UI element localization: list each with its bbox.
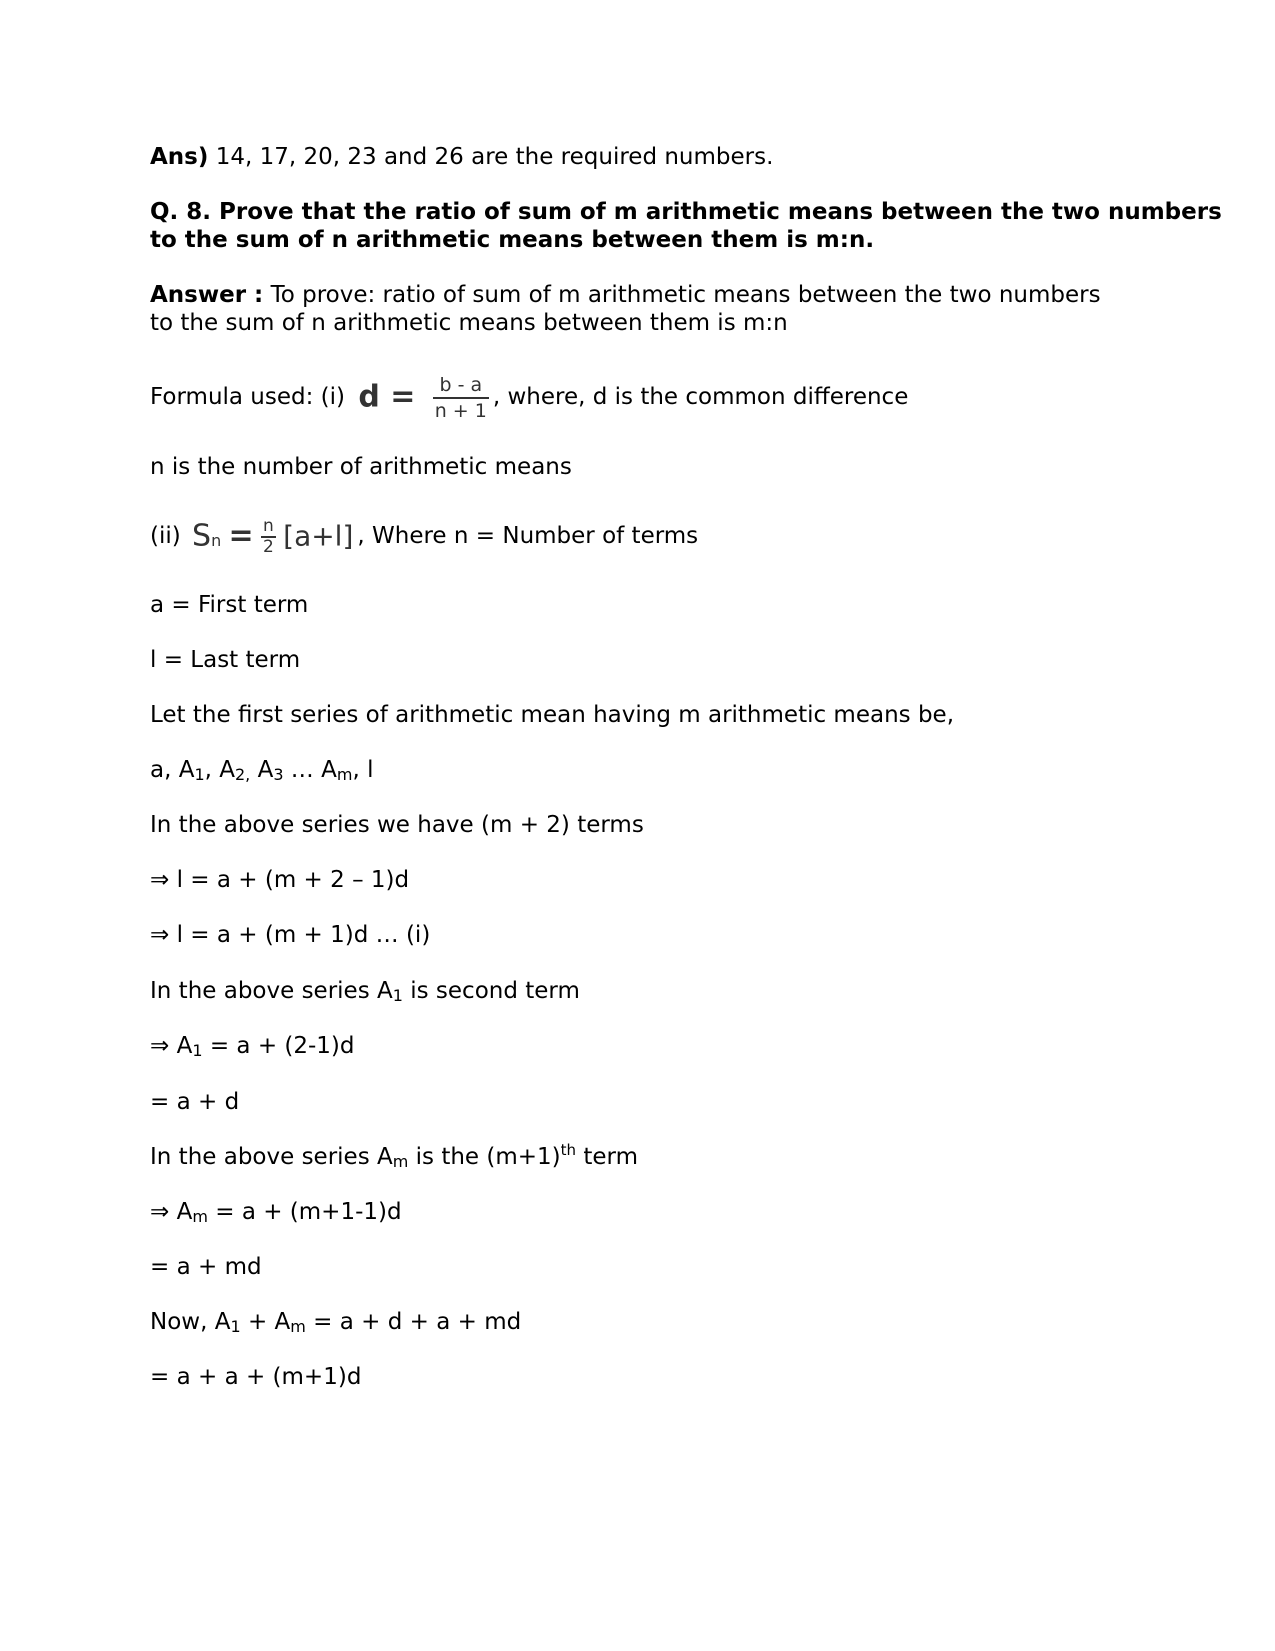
formula-1-lhs: d =: [358, 379, 416, 415]
formula-1: [150, 372, 908, 423]
series-sub: 1: [194, 765, 205, 784]
a1-eq-sub: 1: [192, 1041, 203, 1060]
formula-1-suffix: , where, d is the common difference: [492, 384, 909, 410]
am-eq-sub: m: [192, 1207, 208, 1226]
answer-text: To prove: ratio of sum of m arithmetic means between the two numbers to the sum of n arithmetic means between them is m:n: [150, 282, 1101, 336]
series-sub: m: [336, 765, 353, 784]
sum-line-part: = a + d + a + md: [305, 1309, 522, 1335]
sum-line: [150, 1308, 521, 1336]
formula-2-numerator: n: [263, 515, 274, 536]
am-eq-part: ⇒ A: [150, 1199, 193, 1225]
a1-line-sub: 1: [392, 986, 403, 1005]
formula-2-prefix: (ii): [150, 523, 181, 549]
formula-2-bracket: [a+l]: [283, 519, 354, 553]
am-result: = a + md: [150, 1254, 262, 1280]
am-eq-part: = a + (m+1-1)d: [207, 1199, 402, 1225]
am-line-part: In the above series A: [150, 1144, 393, 1170]
series-line: [150, 756, 373, 784]
sum-line-sub: m: [290, 1317, 306, 1336]
sum-line-sub: 1: [230, 1317, 241, 1336]
series-sub: 2,: [235, 765, 251, 784]
a1-line-part: In the above series A: [150, 978, 393, 1004]
series-part: , l: [352, 757, 374, 783]
series-sub: 3: [273, 765, 284, 784]
formula-2-image: [192, 514, 353, 559]
a1-line: [150, 977, 580, 1005]
equation-1: ⇒ l = a + (m + 2 – 1)d: [150, 867, 410, 893]
terms-line: In the above series we have (m + 2) terms: [150, 812, 644, 838]
formula-2: [150, 514, 698, 559]
series-part: … A: [283, 757, 337, 783]
am-line-sup: th: [560, 1141, 577, 1159]
previous-answer: [150, 143, 773, 171]
formula-1-fraction: [433, 373, 489, 423]
formula-2-s: S: [192, 518, 212, 554]
formula-2-s-sub: n: [211, 531, 222, 551]
sum-result: = a + a + (m+1)d: [150, 1364, 362, 1390]
ans-text: 14, 17, 20, 23 and 26 are the required numbers.: [215, 144, 774, 170]
ans-label: Ans): [150, 144, 209, 170]
sum-line-part: + A: [240, 1309, 291, 1335]
answer-label: Answer :: [150, 282, 264, 308]
a1-line-part: is second term: [402, 978, 580, 1004]
l-definition: l = Last term: [150, 647, 301, 673]
n-definition: n is the number of arithmetic means: [150, 454, 572, 480]
let-line: Let the first series of arithmetic mean having m arithmetic means be,: [150, 702, 955, 728]
formula-2-suffix: , Where n = Number of terms: [357, 523, 699, 549]
series-part: a, A: [150, 757, 195, 783]
a-definition: a = First term: [150, 592, 309, 618]
a1-eq-part: ⇒ A: [150, 1033, 193, 1059]
sum-line-part: Now, A: [150, 1309, 231, 1335]
formula-2-eq: =: [228, 518, 254, 554]
a1-equation: [150, 1032, 355, 1060]
am-line-part: is the (m+1): [408, 1144, 561, 1170]
series-part: A: [250, 757, 274, 783]
am-equation: [150, 1198, 402, 1226]
a1-eq-part: = a + (2-1)d: [202, 1033, 355, 1059]
a1-result: = a + d: [150, 1089, 240, 1115]
formula-1-denominator: n + 1: [433, 397, 489, 423]
formula-2-denominator: 2: [263, 536, 274, 557]
question-line-1: Q. 8. Prove that the ratio of sum of m arithmetic means between the two numbers: [150, 199, 1222, 225]
am-line: [150, 1143, 638, 1171]
formula-1-prefix: Formula used: (i): [150, 384, 346, 410]
answer-intro: [150, 281, 1130, 337]
formula-1-numerator: b - a: [439, 373, 483, 396]
equation-2: ⇒ l = a + (m + 1)d … (i): [150, 922, 431, 948]
formula-2-fraction: [261, 517, 276, 557]
series-part: , A: [204, 757, 235, 783]
formula-1-image: [358, 372, 489, 423]
am-line-sub: m: [392, 1152, 409, 1171]
am-line-part: term: [576, 1144, 638, 1170]
question-line-2: to the sum of n arithmetic means between them is m:n.: [150, 227, 875, 253]
